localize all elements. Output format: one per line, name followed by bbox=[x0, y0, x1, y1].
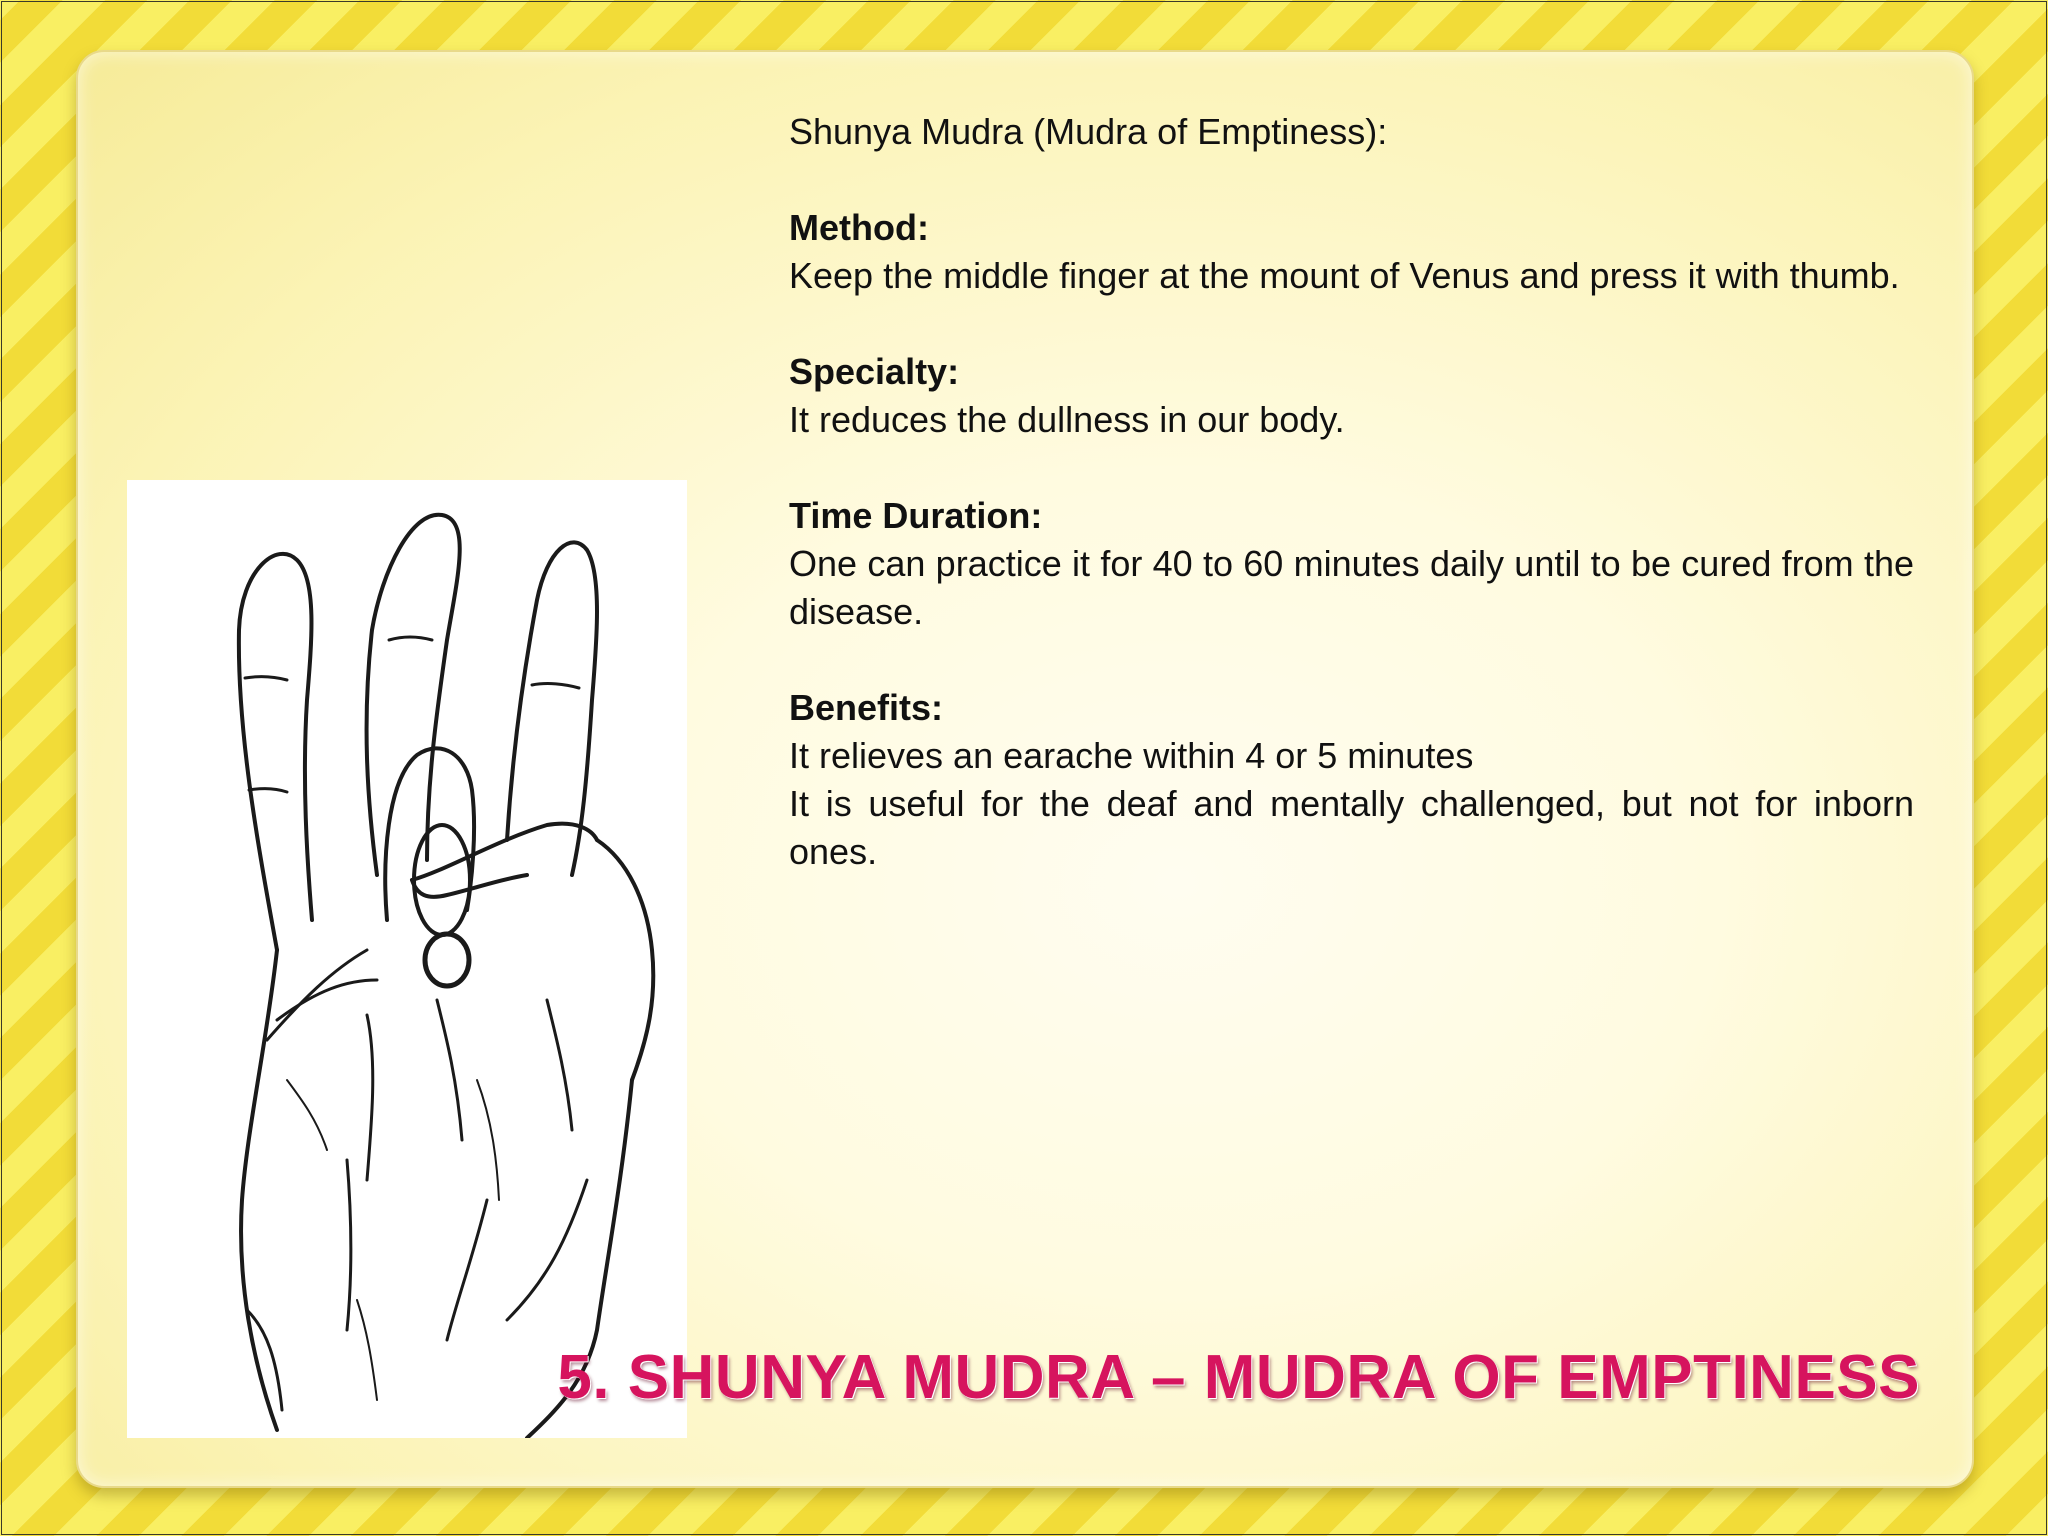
benefit-item: It is useful for the deaf and mentally challenged, but not for inborn ones. bbox=[789, 783, 1914, 872]
spacer bbox=[789, 300, 1914, 348]
mudra-description bbox=[789, 108, 1914, 876]
specialty-text: It reduces the dullness in our body. bbox=[789, 399, 1345, 440]
time-duration-heading: Time Duration: bbox=[789, 495, 1043, 536]
method-heading: Method: bbox=[789, 207, 929, 248]
benefit-item: It relieves an earache within 4 or 5 minutes bbox=[789, 735, 1474, 776]
hand-mudra-illustration-icon bbox=[127, 480, 687, 1438]
intro-line: Shunya Mudra (Mudra of Emptiness): bbox=[789, 111, 1388, 152]
spacer bbox=[789, 156, 1914, 204]
spacer bbox=[789, 636, 1914, 684]
time-duration-text: One can practice it for 40 to 60 minutes daily until to be cured from the disease. bbox=[789, 543, 1914, 632]
method-text: Keep the middle finger at the mount of Venus and press it with thumb. bbox=[789, 255, 1900, 296]
slide-title: 5. SHUNYA MUDRA – MUDRA OF EMPTINESS bbox=[557, 1343, 1920, 1412]
specialty-heading: Specialty: bbox=[789, 351, 960, 392]
spacer bbox=[789, 444, 1914, 492]
benefits-heading: Benefits: bbox=[789, 687, 944, 728]
